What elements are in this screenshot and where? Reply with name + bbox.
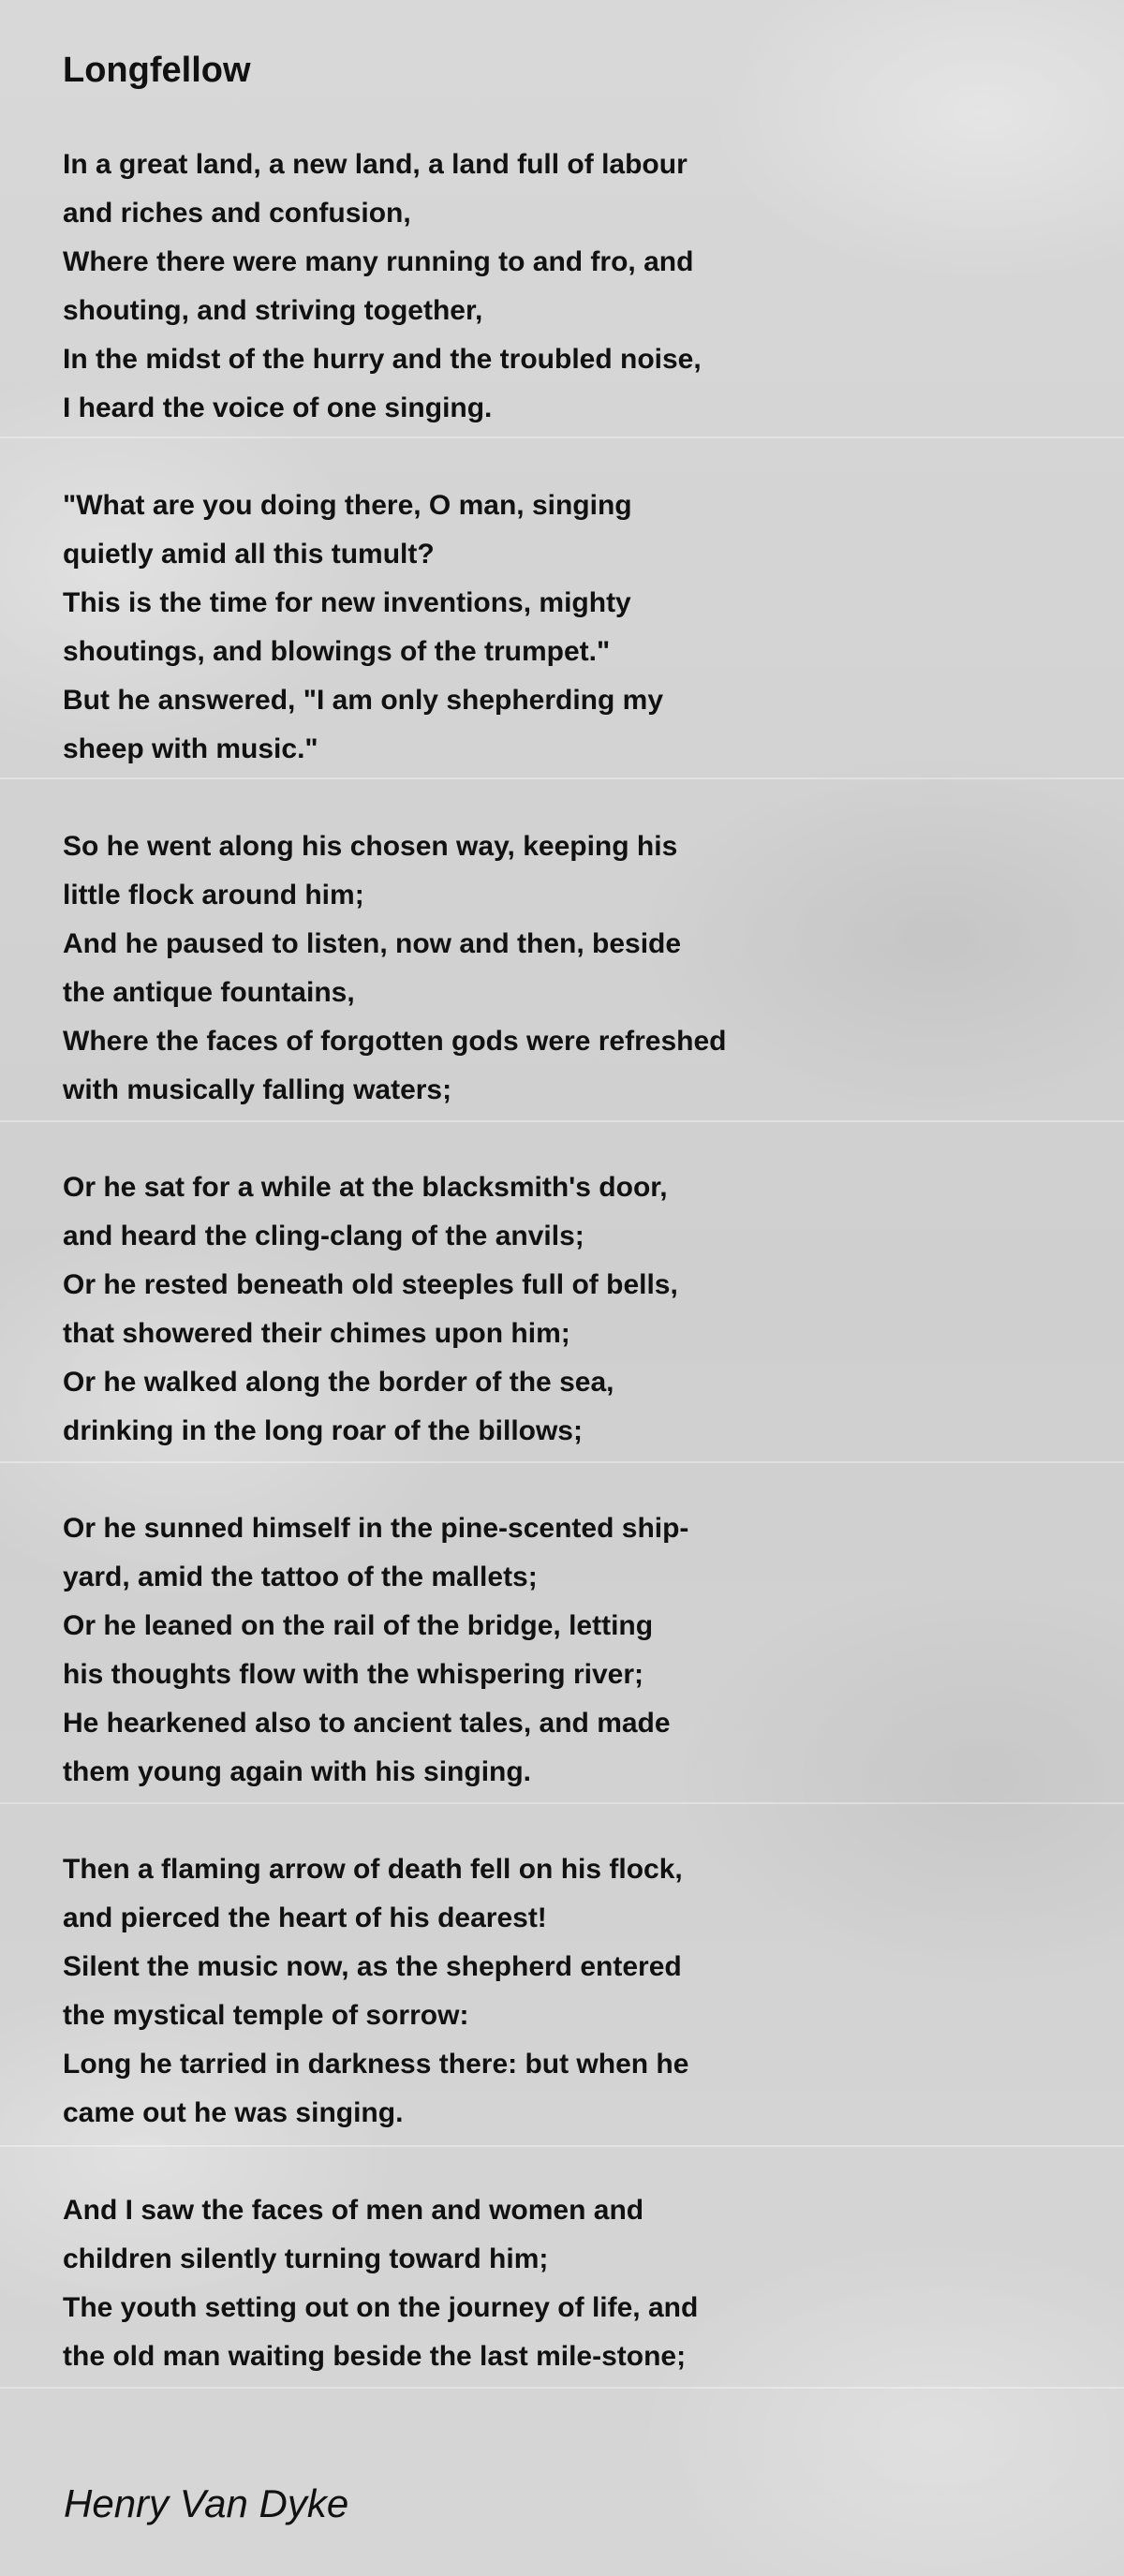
stanza [63,822,1093,1115]
poem-line: This is the time for new inventions, mighty [63,587,631,618]
poem-line: and pierced the heart of his dearest! [63,1902,547,1933]
poem-line: Then a flaming arrow of death fell on his flock, [63,1854,683,1885]
poem-body [63,141,1093,2430]
poem-line: I heard the voice of one singing. [63,392,493,423]
poem-line: with musically falling waters; [63,1074,452,1105]
poem-line: Or he sunned himself in the pine-scented ship- [63,1513,689,1544]
poem-line: children silently turning toward him; [63,2243,549,2274]
poem-line: shouting, and striving together, [63,295,483,326]
poem-line: In the midst of the hurry and the troubled noise, [63,344,702,375]
poem-line: Where the faces of forgotten gods were refreshed [63,1026,727,1057]
poem-line: sheep with music." [63,733,318,764]
poem-line: But he answered, "I am only shepherding my [63,685,664,716]
poem-line: In a great land, a new land, a land full of labour [63,149,688,180]
stanza [63,141,1093,433]
poem-title: Longfellow [63,51,251,90]
poem-line: He hearkened also to ancient tales, and made [63,1708,671,1739]
poem-line: and riches and confusion, [63,198,411,229]
poem-author: Henry Van Dyke [64,2481,349,2525]
poem-line: that showered their chimes upon him; [63,1318,570,1349]
poem-line: Long he tarried in darkness there: but when he [63,2049,689,2080]
poem-line: them young again with his singing. [63,1756,532,1787]
stanza [63,2186,1093,2381]
poem-line: And he paused to listen, now and then, beside [63,928,682,959]
poem-line: drinking in the long roar of the billows; [63,1415,583,1446]
stanza [63,1163,1093,1456]
poem-line: The youth setting out on the journey of life, and [63,2292,699,2323]
poem-line: the mystical temple of sorrow: [63,2000,469,2031]
poem-line: and heard the cling-clang of the anvils; [63,1221,584,1251]
poem-line: quietly amid all this tumult? [63,539,435,570]
poem-line: yard, amid the tattoo of the mallets; [63,1562,538,1592]
poem-line: little flock around him; [63,880,364,910]
stanza [63,1845,1093,2138]
poem-line: Or he walked along the border of the sea, [63,1367,614,1398]
stanza [63,1504,1093,1797]
poem-line: Silent the music now, as the shepherd entered [63,1951,682,1982]
poem-line: So he went along his chosen way, keeping his [63,831,678,862]
poem-line: Or he sat for a while at the blacksmith's door, [63,1172,668,1203]
poem-line: Or he rested beneath old steeples full of bells, [63,1269,678,1300]
poem-line: Where there were many running to and fro, and [63,246,694,277]
poem-line: shoutings, and blowings of the trumpet." [63,636,611,667]
poem-line: his thoughts flow with the whispering river; [63,1659,644,1690]
poem-line: Or he leaned on the rail of the bridge, letting [63,1610,654,1641]
poem-line: the old man waiting beside the last mile-stone; [63,2341,687,2372]
stanza [63,481,1093,774]
poem-line: came out he was singing. [63,2097,404,2128]
poem-line: "What are you doing there, O man, singing [63,490,632,521]
poem-line: the antique fountains, [63,977,355,1008]
poem-line: And I saw the faces of men and women and [63,2195,644,2226]
